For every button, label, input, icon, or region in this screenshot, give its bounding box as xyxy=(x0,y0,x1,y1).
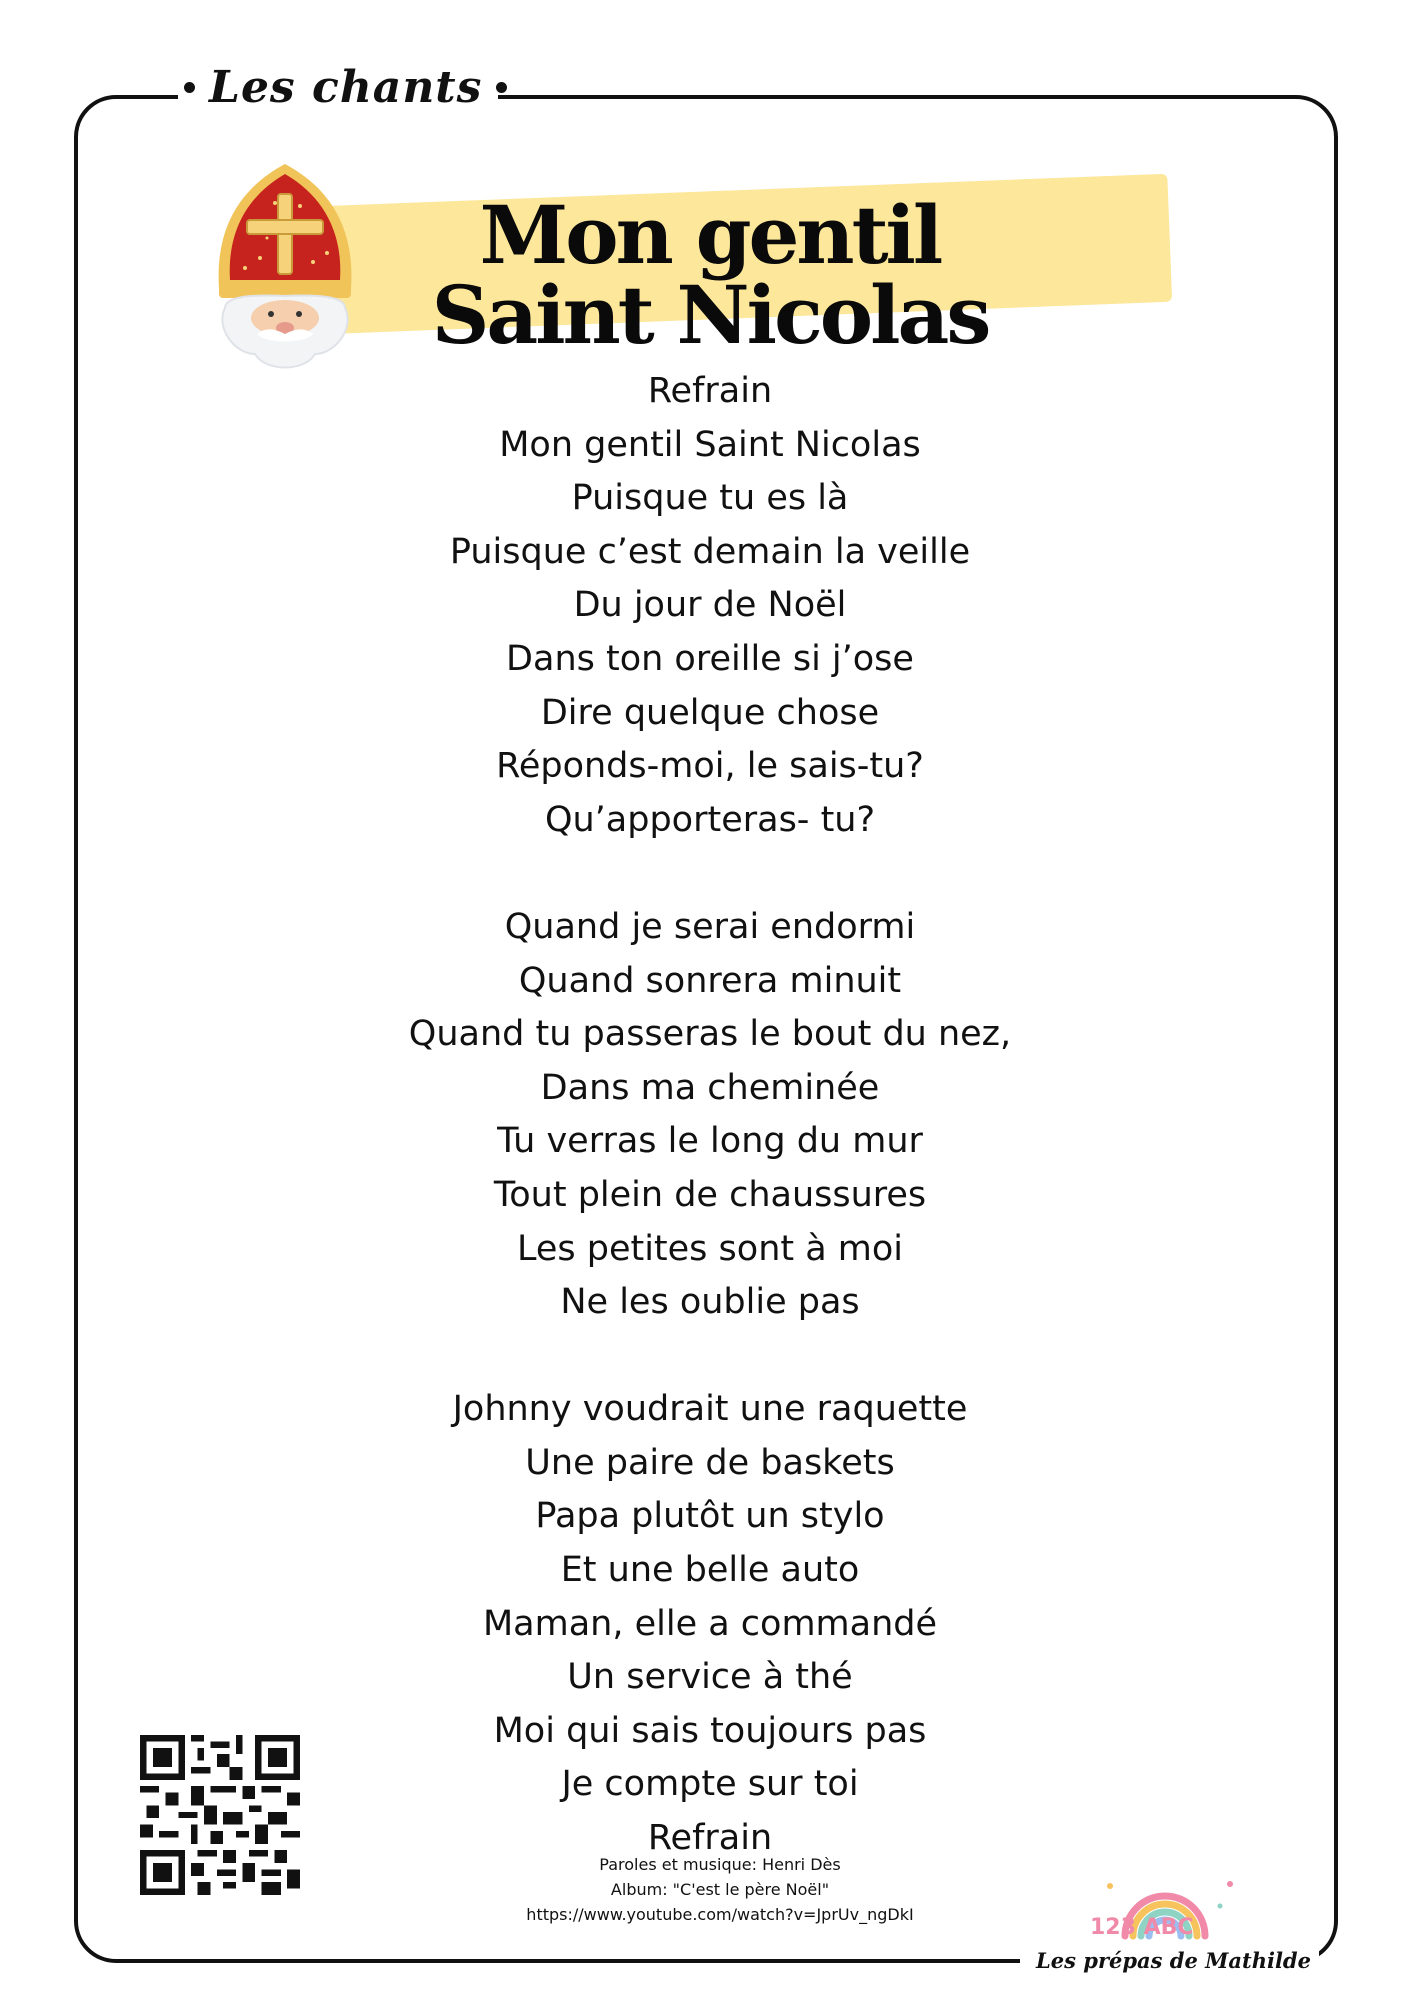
stanza-break xyxy=(300,847,1120,901)
lyric-line: Ne les oublie pas xyxy=(560,1282,860,1323)
song-title-line-2: Saint Nicolas xyxy=(431,268,989,362)
lyric-line: Une paire de baskets xyxy=(525,1442,895,1483)
lyric-line: Dire quelque chose xyxy=(540,692,880,733)
lyric-line: Quand je serai endormi xyxy=(504,906,916,947)
qr-code-icon[interactable] xyxy=(140,1735,300,1895)
rainbow-logo-icon xyxy=(1080,1856,1250,1948)
brand-tab xyxy=(1028,1940,1319,1980)
lyric-line: Refrain xyxy=(647,1818,773,1859)
lyric-line: Un service à thé xyxy=(567,1657,853,1698)
lyric-line: Les petites sont à moi xyxy=(516,1228,904,1269)
lyric-line: Papa plutôt un stylo xyxy=(535,1496,885,1537)
lyric-line: Du jour de Noël xyxy=(573,585,847,626)
lyric-line: Tout plein de chaussures xyxy=(493,1174,927,1215)
section-title: Les chants xyxy=(209,61,483,113)
mitre-icon xyxy=(205,158,365,378)
lyrics xyxy=(300,365,1120,1866)
lyric-line: Quand sonrera minuit xyxy=(518,960,902,1001)
credits-lyrics-music: Paroles et musique: Henri Dès xyxy=(599,1855,841,1874)
lyric-line: Refrain xyxy=(647,371,773,411)
lyric-line: Puisque c’est demain la veille xyxy=(449,531,971,572)
lyric-line: Qu’apporteras- tu? xyxy=(544,799,876,840)
header-dot-right xyxy=(496,82,507,93)
credits-url[interactable]: https://www.youtube.com/watch?v=JprUv_ngDkI xyxy=(526,1905,914,1924)
lyric-line: Je compte sur toi xyxy=(561,1764,859,1805)
lyric-line: Puisque tu es là xyxy=(571,478,849,519)
lyric-line: Et une belle auto xyxy=(560,1550,860,1591)
song-title-line-1: Mon gentil xyxy=(479,188,941,282)
lyric-line: Dans ma cheminée xyxy=(540,1067,880,1108)
lyric-line: Tu verras le long du mur xyxy=(497,1121,923,1162)
lyric-line: Johnny voudrait une raquette xyxy=(452,1389,968,1430)
credits xyxy=(440,1852,1000,1927)
stanza-break xyxy=(300,1330,1120,1384)
lyric-line: Réponds-moi, le sais-tu? xyxy=(496,746,924,787)
brand-name: Les prépas de Mathilde xyxy=(1036,1947,1311,1973)
lyric-line: Mon gentil Saint Nicolas xyxy=(499,424,921,465)
section-header xyxy=(184,52,507,122)
lyric-line: Quand tu passeras le bout du nez, xyxy=(408,1014,1012,1055)
lyric-line: Dans ton oreille si j’ose xyxy=(506,638,914,679)
credits-album: Album: "C'est le père Noël" xyxy=(610,1880,830,1899)
logo-123: 123 ABC xyxy=(1090,1915,1194,1940)
lyric-line: Maman, elle a commandé xyxy=(482,1603,938,1644)
song-title xyxy=(380,188,1040,362)
header-dot-left xyxy=(184,82,195,93)
lyric-line: Moi qui sais toujours pas xyxy=(493,1710,927,1751)
